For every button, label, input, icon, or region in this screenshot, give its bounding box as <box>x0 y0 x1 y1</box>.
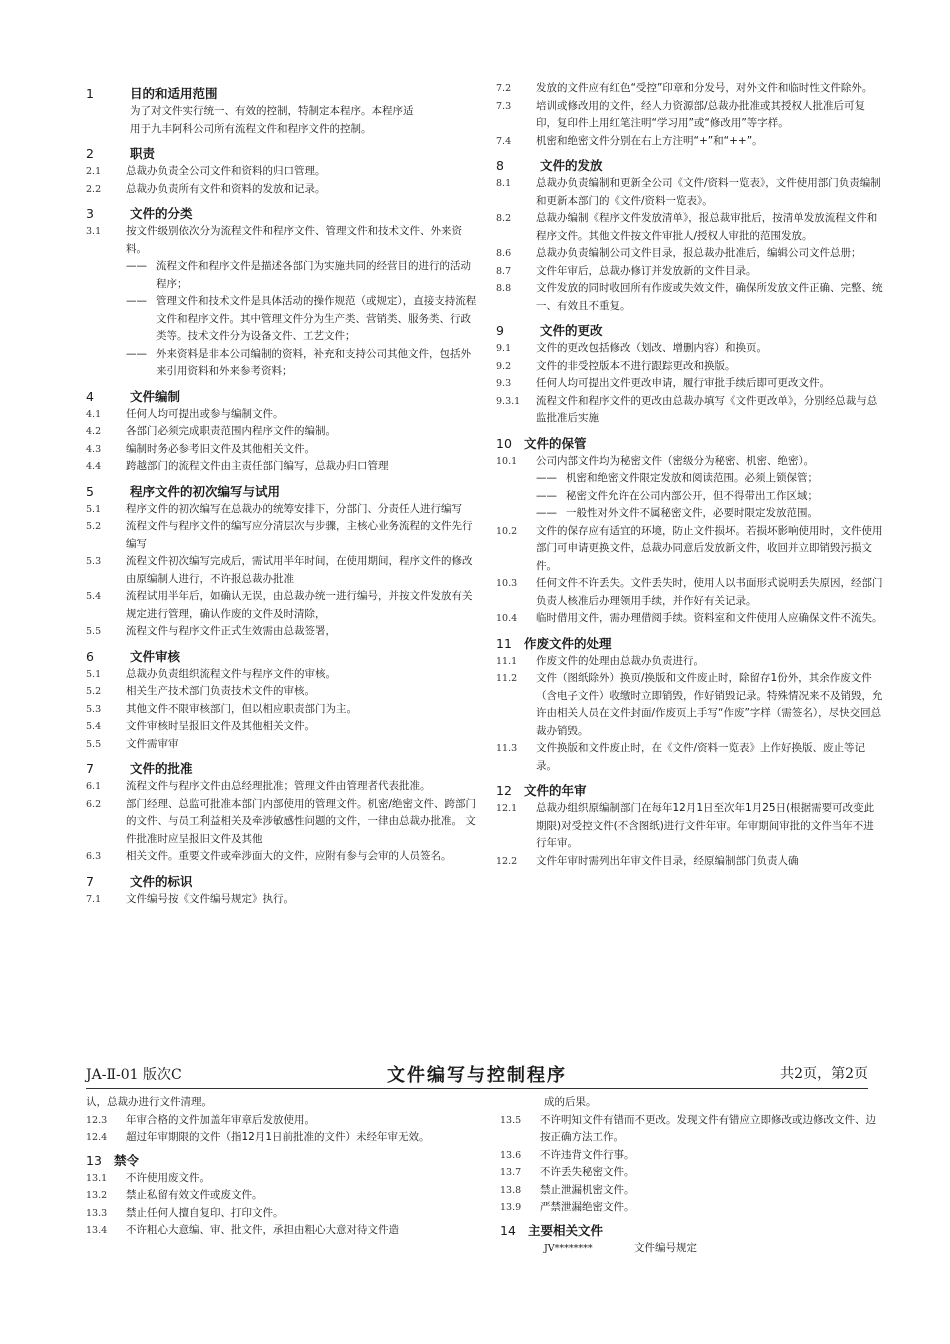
left-column <box>86 80 478 914</box>
clause-item <box>86 588 478 623</box>
bottom-left-column <box>86 1094 478 1246</box>
clause-text: 文件年审后，总裁办修订并发放新的文件目录。 <box>536 264 757 277</box>
clause-text: 认，总裁办进行文件清理。 <box>86 1096 212 1108</box>
clause-text: 不许粗心大意编、审、批文件，承担由粗心大意对待文件造 <box>126 1224 399 1236</box>
clause-item <box>496 575 884 610</box>
clause-text: 不许使用废文件。 <box>126 1171 210 1184</box>
clause-item <box>496 133 884 151</box>
section-heading <box>86 144 478 163</box>
clause-number: 5.4 <box>86 591 102 602</box>
clause-item <box>86 518 478 553</box>
section <box>496 156 884 315</box>
section-heading <box>496 321 884 340</box>
section-heading <box>496 156 884 175</box>
document-title: 文件编写与控制程序 <box>387 1065 567 1086</box>
section-heading <box>86 1151 478 1170</box>
clause-number: 13.4 <box>86 1225 108 1236</box>
clause-number: 5.3 <box>86 703 102 715</box>
section-title: 文件的发放 <box>540 158 603 173</box>
clause-number: 2.1 <box>86 166 102 177</box>
clause-item <box>500 1199 884 1217</box>
clause-item <box>86 501 478 519</box>
clause-number: 5.5 <box>86 738 102 750</box>
section-heading <box>86 647 478 666</box>
clause-number: 13.3 <box>86 1207 108 1219</box>
clause-text: 部门经理、总监可批准本部门内部使用的管理文件。机密/绝密文件、跨部门的文件、与员工利益相关及牵涉敏感性问题的文件，一律由总裁办批准。 文件批准时应呈报旧文件及其他 <box>126 797 477 845</box>
section <box>86 387 478 476</box>
clause-item <box>496 280 884 315</box>
clause-item <box>500 1182 884 1200</box>
clause-item <box>496 740 884 775</box>
section <box>86 482 478 641</box>
reference-row <box>500 1240 884 1258</box>
clause-text: 文件发放的同时收回所有作废或失效文件，确保所发放文件正确、完整、统一、有效且不重复。 <box>536 282 883 312</box>
clause-item <box>86 441 478 459</box>
clause-number: 4.2 <box>86 426 102 437</box>
clause-text: 总裁办组织原编制部门在每年12月1日至次年1月25日(根据需要可改变此期限)对受控文件(不含图纸)进行文件年审。年审期间审批的文件当年不进行年审。 <box>536 802 875 849</box>
section <box>496 434 884 628</box>
section-title: 禁令 <box>114 1152 140 1168</box>
clause-text: 流程文件初次编写完成后，需试用半年时间，在使用期间，程序文件的修改由原编制人进行，不许报总裁办批准 <box>126 555 473 585</box>
clause-text: 总裁办负责所有文件和资料的发放和记录。 <box>126 182 326 195</box>
section <box>86 204 478 381</box>
clause-text: 编制时务必参考旧文件及其他相关文件。 <box>126 442 315 455</box>
clause-number: 11.1 <box>496 655 518 667</box>
clause-text: 流程试用半年后，如确认无误，由总裁办统一进行编号，并按文件发放有关规定进行管理，确认作废的文件及时清除， <box>126 590 473 620</box>
section-heading <box>86 872 478 891</box>
clause-text: 总裁办编制《程序文件发放清单》，报总裁审批后，按清单发放流程文件和程序文件。其他文件按文件审批人/授权人审批的范围发放。 <box>536 212 878 242</box>
clause-item <box>86 181 478 199</box>
clause-number: 7.4 <box>496 135 512 147</box>
dash-marker: —— <box>126 260 147 272</box>
clause-number: 10.3 <box>496 578 518 589</box>
clause-number: 10.2 <box>496 525 518 537</box>
clause-number: 7.1 <box>86 893 102 905</box>
clause-number: 12.2 <box>496 855 518 867</box>
bottom-right-column <box>500 1094 884 1263</box>
clause-number: 11.2 <box>496 673 518 684</box>
section-number: 7 <box>86 761 94 776</box>
clause-text: 文件换版和文件废止时，在《文件/资料一览表》上作好换版、废止等记录。 <box>536 742 866 772</box>
section-heading <box>86 387 478 406</box>
dash-marker: —— <box>536 507 557 519</box>
clause-text: 禁止私留有效文件或废文件。 <box>126 1189 263 1201</box>
clause-item <box>86 1170 478 1188</box>
clause-text: 流程文件与程序文件的编写应分清层次与步骤，主核心业务流程的文件先行编写 <box>126 520 473 550</box>
section-title: 文件的保管 <box>524 435 587 451</box>
clause-text: 总裁办负责全公司文件和资料的归口管理。 <box>126 165 326 177</box>
clause-text: 严禁泄漏绝密文件。 <box>540 1201 635 1213</box>
clause-item <box>496 80 884 98</box>
section-title: 作废文件的处理 <box>524 635 612 651</box>
clause-text: 不许丢失秘密文件。 <box>540 1166 635 1178</box>
section-number: 3 <box>86 206 94 221</box>
clause-text: 不许明知文件有错而不更改。发现文件有错应立即修改或边修改文件、边按正确方法工作。 <box>540 1113 876 1143</box>
section <box>496 321 884 428</box>
clause-item <box>496 245 884 263</box>
section-title: 程序文件的初次编写与试用 <box>130 483 281 499</box>
section-number: 14 <box>500 1222 516 1238</box>
clause-item <box>86 1205 478 1223</box>
clause-number: 7.3 <box>496 100 512 112</box>
section-heading <box>496 634 884 653</box>
clause-number: 8.7 <box>496 265 512 277</box>
clause-number: 8.1 <box>496 178 512 189</box>
section <box>86 1151 478 1240</box>
clause-number: 6.3 <box>86 851 102 862</box>
clause-item <box>496 670 884 740</box>
clause-item <box>500 1112 884 1147</box>
section-number: 8 <box>496 158 504 173</box>
bullet-text: 一般性对外文件不属秘密文件，必要时限定发放范围。 <box>566 507 818 519</box>
bullet-text: 机密和绝密文件限定发放和阅读范围。必须上锁保管； <box>566 472 818 484</box>
clause-number: 13.8 <box>500 1184 522 1196</box>
section <box>86 144 478 198</box>
clause-item <box>86 406 478 424</box>
clause-number: 4.3 <box>86 443 102 455</box>
section-title: 文件的分类 <box>130 206 193 221</box>
clause-text: 总裁办负责编制和更新全公司《文件/资料一览表》，文件使用部门负责编制和更新本部门的《文件/资料一览表》。 <box>536 177 881 207</box>
section-title: 文件的更改 <box>540 323 603 338</box>
clause-number: 5.1 <box>86 503 102 515</box>
section-number: 6 <box>86 648 94 664</box>
clause-text: 按文件级别依次分为流程文件和程序文件、管理文件和技术文件、外来资料。 <box>126 225 462 255</box>
section-heading <box>86 204 478 223</box>
section-number: 13 <box>86 1152 102 1168</box>
clause-item <box>86 1112 478 1130</box>
continued-text <box>86 1094 478 1112</box>
section-title: 文件的批准 <box>130 761 193 776</box>
clause-item <box>86 423 478 441</box>
clause-text: 流程文件和程序文件的更改由总裁办填写《文件更改单》，分别经总裁与总监批准后实施 <box>536 394 878 424</box>
clause-item <box>86 701 478 719</box>
clause-number: 8.6 <box>496 248 512 259</box>
clause-item <box>496 358 884 376</box>
section-heading <box>86 759 478 778</box>
clause-number: 9.2 <box>496 360 512 372</box>
section-heading <box>496 434 884 453</box>
section-number: 1 <box>86 86 94 101</box>
clause-item <box>496 175 884 210</box>
bullet-item <box>86 293 478 346</box>
clause-number: 6.2 <box>86 798 102 810</box>
clause-number: 13.6 <box>500 1149 522 1161</box>
clause-item <box>86 553 478 588</box>
clause-number: 13.5 <box>500 1114 522 1126</box>
section-title: 文件审核 <box>130 648 181 664</box>
clause-text: 文件审核时呈报旧文件及其他相关文件。 <box>126 720 315 732</box>
clause-item <box>496 375 884 393</box>
dash-marker: —— <box>536 489 557 502</box>
section-number: 9 <box>496 323 504 338</box>
clause-text: 流程文件与程序文件正式生效需由总裁签署， <box>126 625 336 637</box>
clause-number: 3.1 <box>86 226 102 237</box>
clause-number: 5.2 <box>86 521 102 532</box>
clause-item <box>496 340 884 358</box>
clause-item <box>496 98 884 133</box>
clause-item <box>496 853 884 871</box>
section-number: 4 <box>86 388 94 404</box>
clause-item <box>86 848 478 866</box>
clause-text: 相关文件。重要文件或牵涉面大的文件，应附有参与会审的人员签名。 <box>126 850 452 862</box>
clause-text: 文件（图纸除外）换页/换版和文件废止时，除留存1份外，其余作废文件（含电子文件）收缴时立即销毁，作好销毁记录。特殊情况来不及销毁，允许由相关人员在文件封面/作废页上手写“作废”字样（需签名），尽快交回总裁办销毁。 <box>536 672 883 737</box>
clause-text: 文件编号按《文件编号规定》执行。 <box>126 892 294 905</box>
clause-number: 5.5 <box>86 626 102 637</box>
clause-number: 13.7 <box>500 1167 522 1178</box>
section <box>86 872 478 909</box>
clause-number: 7.2 <box>496 83 512 94</box>
clause-text: 文件需审审 <box>126 737 179 750</box>
clause-text: 临时借用文件，需办理借阅手续。资料室和文件使用人应确保文件不流失。 <box>536 612 883 624</box>
clause-number: 12.1 <box>496 803 518 814</box>
clause-item <box>496 653 884 671</box>
clause-text: 总裁办负责编制公司文件目录，报总裁办批准后，编辑公司文件总册； <box>536 247 862 259</box>
section-title: 文件编制 <box>130 388 181 404</box>
clause-number: 5.2 <box>86 686 102 697</box>
section <box>496 634 884 776</box>
page-number: 共2页，第2页 <box>780 1066 868 1082</box>
bullet-item <box>496 488 884 506</box>
section-number: 11 <box>496 635 512 651</box>
clause-text: 相关生产技术部门负责技术文件的审核。 <box>126 685 315 697</box>
section-heading <box>86 84 478 103</box>
clause-text: 程序文件的初次编写在总裁办的统筹安排下，分部门、分责任人进行编写 <box>126 502 462 515</box>
clause-item <box>496 523 884 576</box>
clause-number: 5.4 <box>86 721 102 732</box>
bullet-text: 外来资料是非本公司编制的资料，补充和支持公司其他文件，包括外来引用资料和外来参考资料； <box>156 347 471 377</box>
clause-text: 机密和绝密文件分别在右上方注明“+”和“++”。 <box>536 134 763 147</box>
clause-text: 任何文件不许丢失。文件丢失时，使用人以书面形式说明丢失原因，经部门负责人核准后办理领用手续，并作好有关记录。 <box>536 577 883 607</box>
section <box>496 781 884 870</box>
clause-item <box>86 1187 478 1205</box>
clause-item <box>86 718 478 736</box>
clause-number: 11.3 <box>496 743 518 754</box>
clause-item <box>86 163 478 181</box>
clause-text: 流程文件与程序文件由总经理批准；管理文件由管理者代表批准。 <box>126 780 431 792</box>
clause-text: 文件年审时需列出年审文件目录，经原编制部门负责人确 <box>536 854 799 867</box>
dash-marker: —— <box>536 472 557 484</box>
clause-item <box>86 1222 478 1240</box>
clause-number: 12.4 <box>86 1132 108 1143</box>
bullet-text: 管理文件和技术文件是具体活动的操作规范（或规定），直接支持流程文件和程序文件。其中管理文件分为生产类、营销类、服务类、行政类等。技术文件分为设备文件、工艺文件； <box>156 295 477 342</box>
section-heading <box>500 1221 884 1240</box>
clause-item <box>500 1164 884 1182</box>
bullet-text: 秘密文件允许在公司内部公开，但不得带出工作区域； <box>566 489 818 502</box>
section <box>86 647 478 754</box>
clause-item <box>496 210 884 245</box>
clause-number: 8.2 <box>496 213 512 224</box>
clause-text: 各部门必须完成职责范围内程序文件的编制。 <box>126 425 336 437</box>
clause-item <box>86 623 478 641</box>
clause-number: 2.2 <box>86 183 102 195</box>
section <box>496 80 884 150</box>
clause-number: 5.3 <box>86 556 102 567</box>
clause-text: 总裁办负责组织流程文件与程序文件的审核。 <box>126 667 336 680</box>
section-number: 2 <box>86 146 94 161</box>
section-heading <box>496 781 884 800</box>
document-header <box>86 1060 868 1089</box>
clause-text: 任何人均可提出文件更改申请，履行审批手续后即可更改文件。 <box>536 377 830 389</box>
section-number: 7 <box>86 873 94 889</box>
section-title: 文件的标识 <box>130 873 193 889</box>
clause-item <box>496 800 884 853</box>
clause-item <box>496 263 884 281</box>
clause-item <box>86 736 478 754</box>
clause-number: 6.1 <box>86 781 102 792</box>
clause-text: 禁止泄漏机密文件。 <box>540 1183 635 1196</box>
clause-number: 13.1 <box>86 1172 108 1184</box>
section-number: 12 <box>496 783 512 798</box>
clause-text: 文件的保存应有适宜的环境，防止文件损坏。若损坏影响使用时，文件使用部门可申请更换文件，总裁办同意后发放新文件，收回并立即销毁污损文件。 <box>536 524 883 572</box>
dash-marker: —— <box>126 347 147 360</box>
clause-number: 8.8 <box>496 283 512 294</box>
clause-text: 培训或修改用的文件，经人力资源部/总裁办批准或其授权人批准后可复印，复印件上用红笔注明“学习用”或“修改用”等字样。 <box>536 99 866 129</box>
clause-text: 年审合格的文件加盖年审章后发放使用。 <box>126 1113 315 1126</box>
clause-text: 公司内部文件均为秘密文件（密级分为秘密、机密、绝密）。 <box>536 454 815 467</box>
bullet-item <box>496 470 884 488</box>
dash-marker: —— <box>126 295 147 307</box>
section-number: 10 <box>496 435 512 451</box>
clause-number: 4.4 <box>86 461 102 472</box>
clause-number: 10.1 <box>496 455 518 467</box>
clause-number: 5.1 <box>86 668 102 680</box>
clause-number: 9.1 <box>496 343 512 354</box>
reference-code: JV******** <box>544 1242 593 1254</box>
clause-item <box>496 453 884 471</box>
section-title: 职责 <box>130 146 156 161</box>
section <box>500 1221 884 1258</box>
clause-text: 跨越部门的流程文件由主责任部门编写，总裁办归口管理 <box>126 460 389 472</box>
clause-number: 9.3 <box>496 378 512 389</box>
section-title: 目的和适用范围 <box>130 86 218 101</box>
clause-text: 禁止任何人擅自复印、打印文件。 <box>126 1206 284 1219</box>
document-code: JA-Ⅱ-01 版次C <box>86 1067 182 1083</box>
continued-text: 成的后果。 <box>544 1096 597 1108</box>
clause-item <box>86 796 478 849</box>
section-number: 5 <box>86 483 94 499</box>
section-title: 文件的年审 <box>524 783 587 798</box>
section <box>86 759 478 866</box>
clause-text: 不许违背文件行事。 <box>540 1148 635 1161</box>
clause-item <box>86 891 478 909</box>
clause-number: 9.3.1 <box>496 395 521 407</box>
clause-text: 任何人均可提出或参与编制文件。 <box>126 407 284 420</box>
clause-item <box>86 458 478 476</box>
paragraph: 用于九丰阿科公司所有流程文件和程序文件的控制。 <box>130 122 372 135</box>
clause-item <box>496 393 884 428</box>
clause-number: 12.3 <box>86 1114 108 1126</box>
bullet-item <box>496 505 884 523</box>
clause-number: 13.2 <box>86 1190 108 1201</box>
reference-name: 文件编号规定 <box>634 1241 697 1254</box>
clause-item <box>86 683 478 701</box>
clause-number: 13.9 <box>500 1202 522 1213</box>
clause-item <box>86 223 478 258</box>
bullet-text: 流程文件和程序文件是描述各部门为实施共同的经营目的进行的活动程序； <box>156 260 471 290</box>
bullet-item <box>86 258 478 293</box>
clause-text: 其他文件不限审核部门，但以相应职责部门为主。 <box>126 702 357 715</box>
clause-item <box>500 1147 884 1165</box>
section <box>86 84 478 138</box>
clause-item <box>86 666 478 684</box>
bullet-item <box>86 346 478 381</box>
clause-item <box>86 778 478 796</box>
clause-text: 超过年审期限的文件（指12月1日前批准的文件）未经年审无效。 <box>126 1131 430 1143</box>
clause-text: 发放的文件应有红色“受控”印章和分发号，对外文件和临时性文件除外。 <box>536 82 873 94</box>
clause-number: 10.4 <box>496 613 518 624</box>
section-heading <box>86 482 478 501</box>
section-title: 主要相关文件 <box>528 1222 604 1238</box>
clause-text: 文件的更改包括修改（划改、增删内容）和换页。 <box>536 342 767 354</box>
clause-item <box>86 1129 478 1147</box>
clause-text: 作废文件的处理由总裁办负责进行。 <box>536 654 704 667</box>
clause-number: 4.1 <box>86 408 102 420</box>
right-column <box>496 80 884 876</box>
clause-text: 文件的非受控版本不进行跟踪更改和换版。 <box>536 359 736 372</box>
paragraph: 为了对文件实行统一、有效的控制，特制定本程序。本程序适 <box>130 105 414 117</box>
clause-item <box>496 610 884 628</box>
